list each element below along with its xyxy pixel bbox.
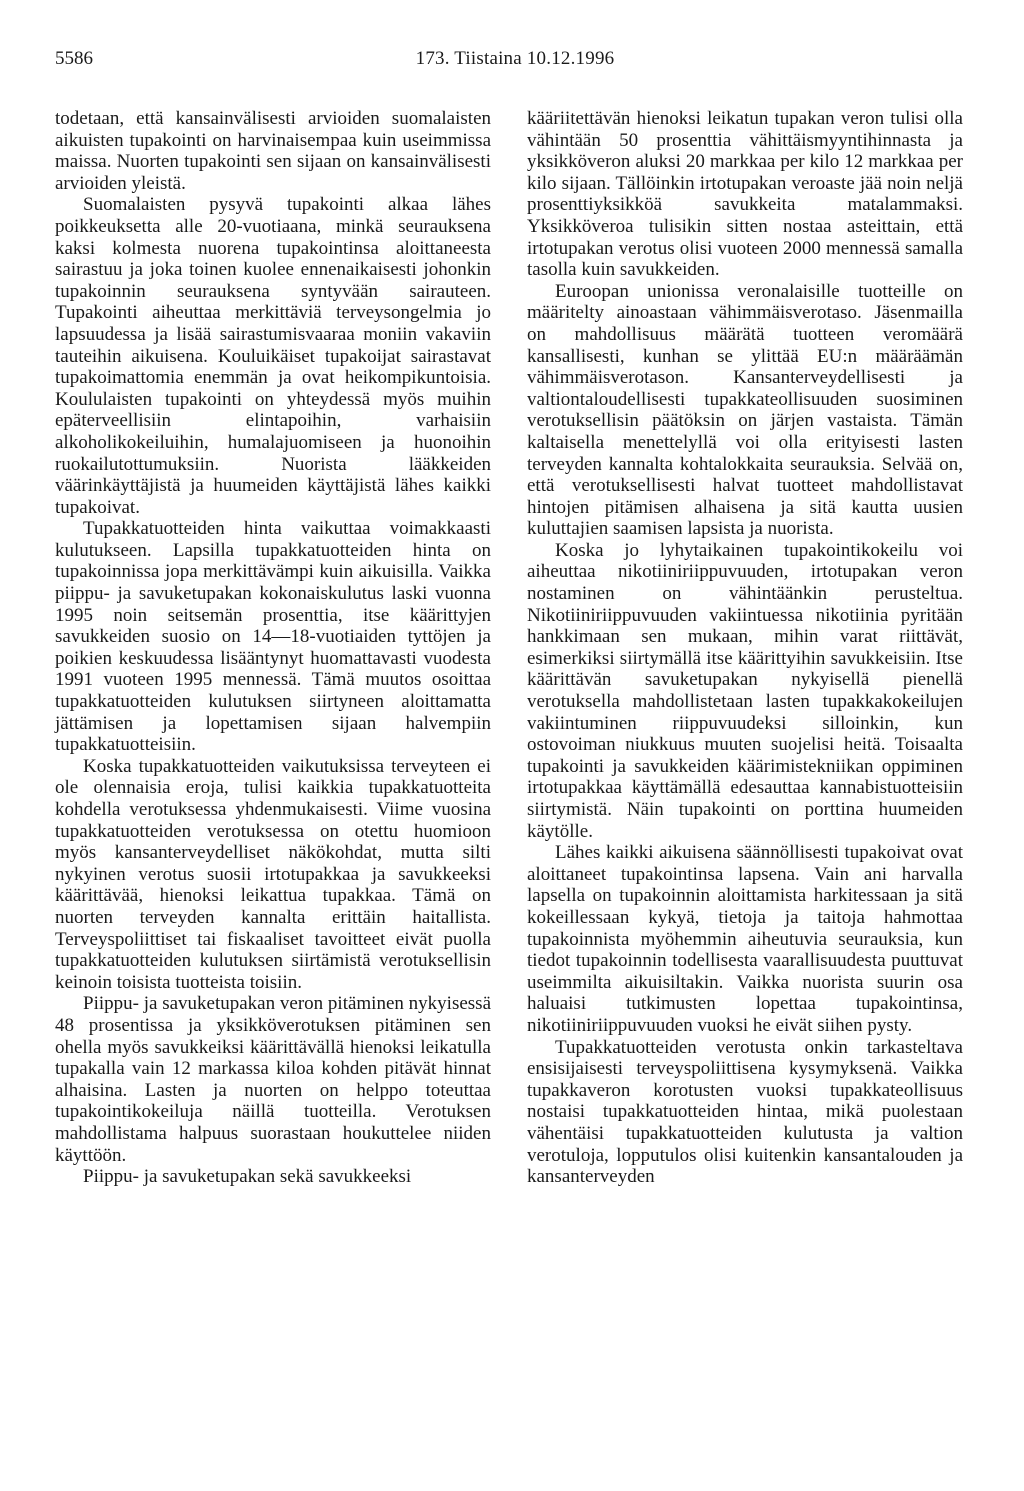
paragraph: Suomalaisten pysyvä tupakointi alkaa lähes poikkeuksetta alle 20-vuotiaana, minkä seurauksena kaksi kolmesta nuorena tupakointinsa aloittaneesta sairastuu ja joka toinen kuolee ennenaikaisesti johonkin tupakoinnin seurauksena syntyvään sairauteen. Tupakointi aiheuttaa merkittäviä terveysongelmia jo lapsuudessa ja lisää sairastumisvaaraa moniin vakaviin tauteihin aikuisena. Kouluikäiset tupakoijat sairastavat tupakoimattomia enemmän ja ovat heikompikuntoisia. Koululaisten tupakointi on yhteydessä myös muihin epäterveellisiin elintapoihin, varhaisiin alkoholikokeiluihin, humalajuomiseen ja huonoihin ruokailutottumuksiin. Nuorista lääkkeiden väärinkäyttäjistä ja huumeiden käyttäjistä lähes kaikki tupakoivat.: [55, 194, 491, 518]
paragraph: Euroopan unionissa veronalaisille tuotteille on määritelty ainoastaan vähimmäisverotaso. Jäsenmailla on mahdollisuus määrätä tuotteen veromäärä kansallisesti, kunhan se ylittää EU:n määräämän vähimmäisverotason. Kansanterveydellisesti ja valtiontaloudellisesti tupakkateollisuuden suosiminen verotuksellisin päätöksin on järjen vastaista. Tämän kaltaisella menettelyllä voi olla erityisesti lasten terveyden kannalta kohtalokkaita seurauksia. Selvää on, että verotuksellisesti halvat tuotteet mahdollistavat hintojen pitämisen alhaisena ja sitä kautta uusien kuluttajien saamisen lapsista ja nuorista.: [527, 280, 963, 540]
page-header: [55, 48, 975, 78]
paragraph: Tupakkatuotteiden verotusta onkin tarkasteltava ensisijaisesti terveyspoliittisena kysymyksenä. Vaikka tupakkaveron korotusten vuoksi tupakkateollisuus nostaisi tupakkatuotteiden hintaa, mikä puolestaan vähentäisi tupakkatuotteiden kulutusta ja valtion verotuloja, lopputulos olisi kuitenkin kansantalouden ja kansanterveyden: [527, 1036, 963, 1188]
issue-info: 173. Tiistaina 10.12.1996: [415, 48, 615, 69]
paragraph: kääriitettävän hienoksi leikatun tupakan veron tulisi olla vähintään 50 prosenttia vähittäismyyntihinnasta ja yksikköveron aluksi 20 markkaa per kilo 12 markkaa per kilo sijaan. Tällöinkin irtotupakan veroaste jää noin neljä prosenttiyksikköä savukkeita matalammaksi. Yksikköveroa tulisikin sitten nostaa asteittain, että irtotupakan verotus olisi vuoteen 2000 mennessä samalla tasolla kuin savukkeiden.: [527, 108, 963, 281]
paragraph: Lähes kaikki aikuisena säännöllisesti tupakoivat ovat aloittaneet tupakointinsa lapsena. Vain ani harvalla lapsella on tupakoinnin aloittamista harkitessaan ja sitä kokeillessaan kykyä, tietoja ja taitoja hahmottaa tupakoinnista myöhemmin aiheutuvia seurauksia, kun tiedot tupakoinnin todellisesta vaarallisuudesta puuttuvat useimmilta aikuisiltakin. Vaikka nuorista suurin osa haluaisi tutkimusten lopettaa tupakointinsa, nikotiiniriippuvuuden vuoksi he eivät siihen pysty.: [527, 842, 963, 1036]
paragraph: Tupakkatuotteiden hinta vaikuttaa voimakkaasti kulutukseen. Lapsilla tupakkatuotteiden hinta on tupakoinnissa jopa merkittävämpi kuin aikuisilla. Vaikka piippu- ja savuketupakan kokonaiskulutus laski vuonna 1995 noin seitsemän prosenttia, itse käärittyjen savukkeiden suosio on 14—18-vuotiaiden tyttöjen ja poikien keskuudessa lisääntynyt huomattavasti vuodesta 1991 vuoteen 1995 mennessä. Tämä muutos osoittaa tupakkatuotteiden kulutuksen siirtyneen aloittamatta jättämisen ja lopettamisen sijaan halvempiin tupakkatuotteisiin.: [55, 518, 491, 756]
paragraph: Piippu- ja savuketupakan veron pitäminen nykyisessä 48 prosentissa ja yksikköverotuksen pitäminen sen ohella myös savukkeiksi käärittävällä hienoksi leikatulla tupakalla vain 12 markassa kiloa kohden pitävät hinnat alhaisina. Lasten ja nuorten on helppo toteuttaa tupakointikokeiluja näillä tuotteilla. Verotuksen mahdollistama halpuus suorastaan houkuttelee niiden käyttöön.: [55, 993, 491, 1166]
right-column: [527, 108, 963, 1188]
paragraph: todetaan, että kansainvälisesti arvioiden suomalaisten aikuisten tupakointi on harvinaisempaa kuin useimmissa maissa. Nuorten tupakointi sen sijaan on kansainvälisesti arvioiden yleistä.: [55, 108, 491, 194]
paragraph: Koska jo lyhytaikainen tupakointikokeilu voi aiheuttaa nikotiiniriippuvuuden, irtotupakan veron nostaminen on vähintäänkin perusteltua. Nikotiiniriippuvuuden vakiintuessa nikotiinia pyritään hankkimaan sen mukaan, mihin varat riittävät, esimerkiksi siirtymällä itse käärittyihin savukkeisiin. Itse käärittävän savuketupakan nykyisellä pienellä verotuksella mahdollistetaan lasten tupakkakokeilujen vakiintuminen riippuvuudeksi silloinkin, kun ostovoiman niukkuus muuten suojelisi heitä. Toisaalta tupakointi ja savukkeiden käärimistekniikan oppiminen irtotupakkaa käyttämällä edesauttaa kannabistuotteisiin siirtymistä. Näin tupakointi on porttina huumeiden käytölle.: [527, 539, 963, 842]
page-number: 5586: [55, 48, 93, 69]
left-column: [55, 108, 491, 1188]
paragraph: Piippu- ja savuketupakan sekä savukkeeksi: [83, 1166, 412, 1188]
paragraph: Koska tupakkatuotteiden vaikutuksissa terveyteen ei ole olennaisia eroja, tulisi kaikkia tupakkatuotteita kohdella verotuksessa yhdenmukaisesti. Viime vuosina tupakkatuotteiden verotuksessa on otettu huomioon myös kansanterveydelliset näkökohdat, mutta silti nykyinen verotus suosii irtotupakkaa ja savukkeeksi käärittävää, hienoksi leikattua tupakkaa. Tämä on nuorten terveyden kannalta erittäin haitallista. Terveyspoliittiset tai fiskaaliset tavoitteet eivät puolla tupakkatuotteiden kulutuksen siirtämistä verotuksellisin keinoin toisista tuotteista toisiin.: [55, 755, 491, 993]
